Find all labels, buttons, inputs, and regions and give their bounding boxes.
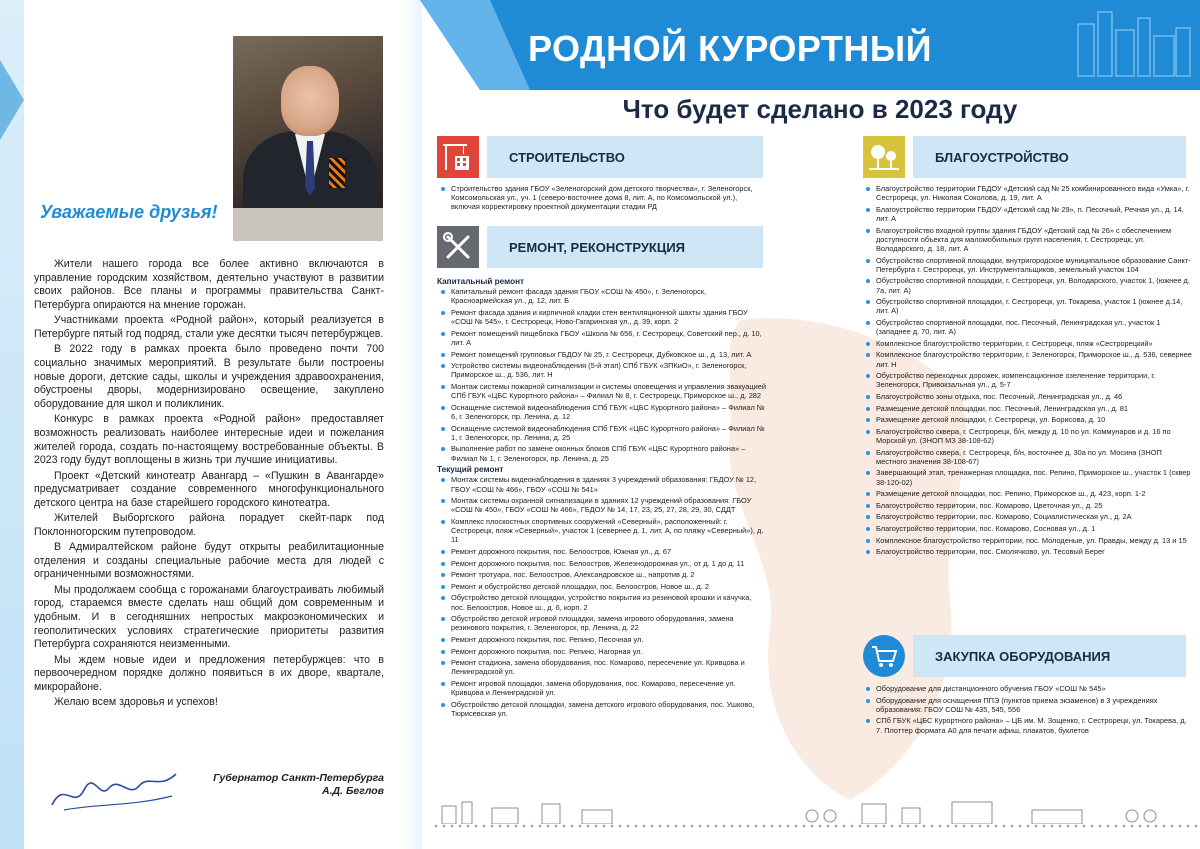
- trees-icon: [863, 136, 905, 178]
- section-title: ЗАКУПКА ОБОРУДОВАНИЯ: [913, 635, 1186, 677]
- list-item: Ремонт и обустройство детской площадки, пос. Белоостров, Новое ш., д. 2: [437, 582, 767, 591]
- list-item: Ремонт фасада здания и кирпичной кладки стен вентиляционной шахты здания ГБОУ «СОШ № 545», г. Сестрорецк, Ново-Гагаринская ул., д. 39, корп. 2: [437, 308, 767, 326]
- list-item: Обустройство спортивной площадки, пос. Песочный, Ленинградская ул., участок 1 (западнее д. 70, лит. А): [862, 318, 1192, 336]
- signature-name: А.Д. Беглов: [322, 785, 384, 797]
- list-item: Благоустройство территории, пос. Комарово, Сосновая ул., д. 1: [862, 524, 1192, 533]
- letter-paragraph: Конкурс в рамках проекта «Родной район» предоставляет возможность реализовать наиболее интересные идеи и пожелания жителей города, создать по-настоящему востребованные объекты. В 2023 году будут воплощены в жизнь три лучшие инициативы.: [34, 413, 384, 467]
- tools-icon: [437, 226, 479, 268]
- city-skyline-decor: [432, 798, 1200, 824]
- list-item: Благоустройство зоны отдыха, пос. Песочный, Ленинградская ул., д. 46: [862, 392, 1192, 401]
- letter-paragraph: Жители нашего города все более активно включаются в управление городским хозяйством, деятельно участвуют в развитии своих районов. Все планы и программы правительства Санкт-Петербурга опираются на мнение горожан.: [34, 258, 384, 312]
- list-item: Ремонт дорожного покрытия, пос. Репино, Нагорная ул.: [437, 647, 767, 656]
- list-item: Обустройство спортивной площадки, г. Сестрорецк, ул. Володарского, участок 1, (южнее д. 7а, лит. А): [862, 276, 1192, 294]
- list-item: Оборудование для дистанционного обучения ГБОУ «СОШ № 545»: [862, 684, 1192, 693]
- list-item: Благоустройство территории, пос. Смолячково, ул. Тесовый Берег: [862, 547, 1192, 556]
- list-item: Благоустройство территории ГБДОУ «Детский сад № 25 комбинированного вида «Умка», г. Сестрорецк, ул. Николая Соколова, д. 19, лит. А: [862, 184, 1192, 202]
- list-item: Ремонт игровой площадки, замена оборудования, пос. Комарово, пересечение ул. Кривцова и Ленинградской ул.: [437, 679, 767, 697]
- list-item: Капитальный ремонт фасада здания ГБОУ «СОШ № 450», г. Зеленогорск, Красноармейская ул., д. 12, лит. Б: [437, 287, 767, 305]
- list-item: Обустройство детской площадки, устройство покрытия из резиновой крошки и качучка, пос. Белоостров, Новое ш., д. 6, корп. 2: [437, 593, 767, 611]
- letter-paragraph: Желаю всем здоровья и успехов!: [54, 696, 218, 709]
- section-title: РЕМОНТ, РЕКОНСТРУКЦИЯ: [487, 226, 763, 268]
- list-item: Ремонт дорожного покрытия, пос. Белоостров, Железнодорожная ул., от д. 1 до д. 11: [437, 559, 767, 568]
- greening-list: [862, 184, 1192, 559]
- list-item: Размещение детской площадки, г. Сестрорецк, ул. Борисова, д. 10: [862, 415, 1192, 424]
- governor-letter: [24, 0, 408, 849]
- construction-list: [437, 184, 767, 214]
- signature-role: Губернатор Санкт-Петербурга: [213, 772, 384, 784]
- list-item: Благоустройство сквера, г. Сестрорецк, б/н, восточнее д. 30а по ул. Мосина (ЗНОП местного значения 38-108-67): [862, 448, 1192, 466]
- list-item: Строительство здания ГБОУ «Зеленогорский дом детского творчества», г. Зеленогорск, Комсомольская ул., уч. 1 (северо-восточнее дома 8, лит. А, по Комсомольской ул.), включая корректировку проектной документации стадии РД: [437, 184, 767, 212]
- current-repair-label: Текущий ремонт: [437, 465, 504, 475]
- repair-list: [437, 275, 767, 721]
- section-repair: [437, 226, 763, 268]
- letter-paragraph: В Адмиралтейском районе будут открыты реабилитационные отделения и созданы специальные рабочие места для людей с ограниченными возможностями.: [34, 541, 384, 581]
- list-item: Благоустройство территории ГБДОУ «Детский сад № 29», п. Песочный, Речная ул., д. 14, лит. А: [862, 205, 1192, 223]
- list-item: Ремонт дорожного покрытия, пос. Белоостров, Южная ул., д. 67: [437, 547, 767, 556]
- list-item: Комплексное благоустройство территории, г. Сестрорецк, пляж «Сестрорецкий»: [862, 339, 1192, 348]
- page-title: РОДНОЙ КУРОРТНЫЙ: [527, 28, 933, 69]
- list-item: Ремонт тротуара, пос. Белоостров, Александровское ш., напротив д. 2: [437, 570, 767, 579]
- list-item: Благоустройство сквера, г. Сестрорецк, б/н, между д. 10 по ул. Коммунаров и д. 16 по Морской ул. (ЗНОП МЗ 38-108-62): [862, 427, 1192, 445]
- crane-building-icon: [437, 136, 479, 178]
- letter-paragraph: Жителей Выборгского района порадует скейт-парк под Поклонногорским путепроводом.: [34, 512, 384, 538]
- list-item: Монтаж системы пожарной сигнализации и системы оповещения и управления эвакуацией СПб ГБУК «ЦБС Курортного района» – Филиал № 8, г. Сестрорецк, Приморское ш., д. 282: [437, 382, 767, 400]
- letter-greeting: Уважаемые друзья!: [40, 202, 218, 222]
- bottom-dotted-line: [432, 824, 1200, 828]
- list-item: Благоустройство территории, пос. Комарово, Социалистическая ул., д. 2А: [862, 512, 1192, 521]
- letter-body: [34, 258, 384, 712]
- letter-paragraph: Мы продолжаем сообща с горожанами благоустраивать любимый город, стараемся вместе сделать наш общий дом современным и удобным. И в сегодняшних непростых макроэкономических и геополитических условиях стратегические приоритеты развития Петербурга сохраняются неизменными.: [34, 583, 384, 651]
- list-item: Оснащение системой видеонаблюдения СПб ГБУК «ЦБС Курортного района» – Филиал № 1, г. Зеленогорск, пр. Ленина, д. 25: [437, 424, 767, 442]
- section-equipment: [863, 635, 1186, 677]
- list-item: Обустройство детской игровой площадки, замена игрового оборудования, замена резинового покрытия, г. Зеленогорск, пр. Ленина, д. 22: [437, 614, 767, 632]
- letter-paragraph: Участниками проекта «Родной район», который реализуется в Петербурге пятый год подряд, стали уже десятки тысяч петербуржцев.: [34, 314, 384, 341]
- list-item: Комплексное благоустройство территории, г. Зеленогорск, Приморское ш., д. 536, севернее лит. Н: [862, 350, 1192, 368]
- list-item: Устройство системы видеонаблюдения (5-й этап) СПб ГБУК «ЗПКиО», г. Зеленогорск, Приморское ш., д. 536, лит. Н: [437, 361, 767, 379]
- capital-repair-label: Капитальный ремонт: [437, 277, 525, 286]
- letter-paragraph: Мы ждем новые идеи и предложения петербуржцев: что в первоочередном порядке должно появиться в их дворе, квартале, микрорайоне.: [34, 653, 384, 694]
- list-item: Оснащение системой видеонаблюдения СПб ГБУК «ЦБС Курортного района» – Филиал № 6, г. Зеленогорск, пр. Ленина, д. 12: [437, 403, 767, 421]
- list-item: Ремонт помещений пищеблока ГБОУ «Школа № 656, г. Сестрорецк, Советский пер., д. 10, лит. А: [437, 329, 767, 347]
- section-title: СТРОИТЕЛЬСТВО: [487, 136, 763, 178]
- shopping-cart-icon: [863, 635, 905, 677]
- equipment-list: [862, 684, 1192, 737]
- list-item: Монтаж системы охранной сигнализации в зданиях 12 учреждений образования: ГБОУ «СОШ № 450», ГБОУ «СОШ № 466», ГБДОУ № 14, 17, 23, 25, 27, 28, 29, 30, СДДТ: [437, 496, 767, 514]
- letter-paragraph: В 2022 году в рамках проекта было проведено почти 700 социально значимых мероприятий. В результате были построены новые дороги, детские сады, школы и учреждения здравоохранения, обустроены дворы, модернизировано освещение, закуплено оборудование для школ и поликлиник.: [34, 343, 384, 411]
- list-item: Благоустройство входной группы здания ГБДОУ «Детский сад № 26» с обеспечением доступности объекта для маломобильных групп населения, г. Сестрорецк, ул. Володарского, д. 18, лит. А: [862, 226, 1192, 254]
- list-item: Обустройство переходных дорожек, компенсационное озеленение территории, г. Зеленогорск, Привокзальная ул., д. 5-7: [862, 371, 1192, 389]
- list-item: Комплекс плоскостных спортивных сооружений «Северный», расположенный: г. Сестрорецк, пляж «Северный», участок 1 (севернее д. 1, лит. А, по пляжу «Северный»), д. 11: [437, 517, 767, 545]
- list-item: Размещение детской площадки, пос. Репино, Приморское ш., д. 423, корп. 1-2: [862, 489, 1192, 498]
- list-item: Ремонт помещений групповых ГБДОУ № 25, г. Сестрорецк, Дубковское ш., д. 13, лит. А: [437, 350, 767, 359]
- section-greening: [863, 136, 1186, 178]
- handwritten-signature: [44, 760, 184, 820]
- list-item: Обустройство спортивной площадки, внутригородское муниципальное образование Санкт-Петербурга г. Сестрорецк, ул. Инструментальщиков, земельный участок 104: [862, 256, 1192, 274]
- list-item: Завершающий этап, тренажерная площадка, пос. Репино, Приморское ш., участок 1 (сквер 38-120-02): [862, 468, 1192, 486]
- list-item: Размещение детской площадки, пос. Песочный, Ленинградская ул., д. 81: [862, 404, 1192, 413]
- letter-paragraph: Проект «Детский кинотеатр Авангард – «Пушкин в Авангарде» предусматривает создание современного многофункционального детского центра на базе старейшего городского кинотеатра.: [34, 469, 384, 509]
- section-title: БЛАГОУСТРОЙСТВО: [913, 136, 1186, 178]
- section-construction: [437, 136, 763, 178]
- list-item: Ремонт стадиона, замена оборудования, пос. Комарово, пересечение ул. Кривцова и Ленинградской ул.: [437, 658, 767, 676]
- list-item: Обустройство спортивной площадки, г. Сестрорецк, ул. Токарева, участок 1 (южнее д.14, лит. А): [862, 297, 1192, 315]
- list-item: Монтаж системы видеонаблюдения в зданиях 3 учреждений образования: ГБДОУ № 12, ГБОУ «СОШ № 466», ГБОУ «СОШ № 541»: [437, 475, 767, 493]
- left-decor-triangle: [0, 60, 24, 140]
- signature-block: [184, 772, 384, 798]
- list-item: Благоустройство территории, пос. Комарово, Цветочная ул., д. 25: [862, 501, 1192, 510]
- list-item: Оборудование для оснащения ППЭ (пунктов приема экзаменов) в 3 учреждениях образования: ГБОУ СОШ № 435, 545, 556: [862, 696, 1192, 714]
- list-item: Комплексное благоустройство территории, пос. Молоденые, ул. Правды, между д. 13 и 15: [862, 536, 1192, 545]
- governor-photo: [233, 36, 383, 241]
- list-item: СПб ГБУК «ЦБС Курортного района» – ЦБ им. М. Зощенко, г. Сестрорецк, ул. Токарева, д. 7. Плоттер формата А0 для печати афиш, плакатов, буклетов: [862, 716, 1192, 734]
- list-item: Обустройство детской площадки, замена детского игрового оборудования, пос. Ушково, Тюрисевская ул.: [437, 700, 767, 718]
- list-item: Выполнение работ по замене оконных блоков СПб ГБУК «ЦБС Курортного района» – Филиал № 1, г. Зеленогорск, пр. Ленина, д. 25: [437, 444, 767, 462]
- page-subtitle: Что будет сделано в 2023 году: [622, 94, 1018, 124]
- list-item: Ремонт дорожного покрытия, пос. Репино, Песочная ул.: [437, 635, 767, 644]
